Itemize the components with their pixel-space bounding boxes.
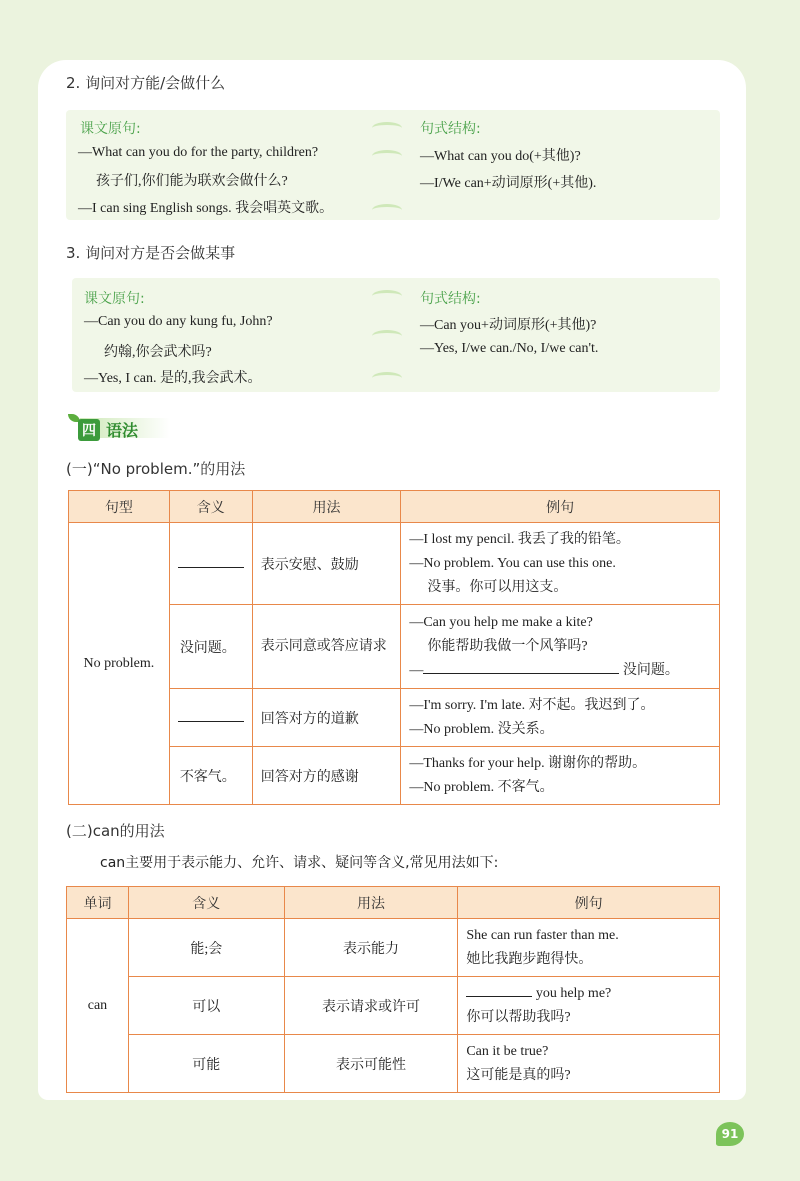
- part-2-intro: can主要用于表示能力、允许、请求、疑问等含义,常见用法如下:: [100, 855, 499, 871]
- meaning-cell: 能;会: [128, 919, 284, 977]
- example-cell: —I'm sorry. I'm late. 对不起。我迟到了。 —No problem. 没关系。: [401, 689, 720, 747]
- decor-arc: [372, 372, 402, 384]
- answer-blank: [423, 660, 619, 674]
- section-3-left-label: 课文原句:: [84, 291, 145, 307]
- meaning-cell: [169, 689, 252, 747]
- meaning-cell: 不客气。: [169, 747, 252, 805]
- usage-cell: 回答对方的道歉: [252, 689, 401, 747]
- section-2-right-label: 句式结构:: [420, 121, 481, 137]
- meaning-cell: 没问题。: [169, 605, 252, 689]
- section-2-left-label: 课文原句:: [80, 121, 141, 137]
- section-3-right-line: —Yes, I/we can./No, I/we can't.: [420, 341, 599, 356]
- table-row: [67, 977, 720, 1035]
- answer-blank: [178, 554, 244, 568]
- usage-cell: 表示安慰、鼓励: [252, 523, 401, 605]
- decor-arc: [372, 330, 402, 342]
- usage-cell: 表示请求或许可: [284, 977, 458, 1035]
- example-cell: —I lost my pencil. 我丢了我的铅笔。 —No problem. You can use this one. 没事。你可以用这支。: [401, 523, 720, 605]
- table-header-row: [69, 491, 720, 523]
- meaning-cell: 可能: [128, 1035, 284, 1093]
- section-2-right-line: —I/We can+动词原形(+其他).: [420, 176, 597, 191]
- table-header: 句型: [69, 491, 170, 523]
- section-3-heading: 3. 询问对方是否会做某事: [66, 244, 236, 262]
- no-problem-table: [68, 490, 720, 805]
- decor-arc: [372, 122, 402, 134]
- section-2-left-line: —I can sing English songs. 我会唱英文歌。: [78, 201, 334, 216]
- table-row: [67, 919, 720, 977]
- table-header-row: [67, 887, 720, 919]
- table-header: 例句: [458, 887, 720, 919]
- section-3-left-line: 约翰,你会武术吗?: [104, 345, 212, 360]
- part-1-heading: (一)“No problem.”的用法: [66, 460, 246, 478]
- decor-arc: [372, 204, 402, 216]
- usage-cell: 回答对方的感谢: [252, 747, 401, 805]
- page-number: 91: [716, 1122, 744, 1146]
- answer-blank: [178, 708, 244, 722]
- decor-arc: [372, 150, 402, 162]
- word-cell: can: [67, 919, 129, 1093]
- example-cell: —Can you help me make a kite? 你能帮助我做一个风筝吗? — 没问题。: [401, 605, 720, 689]
- usage-cell: 表示同意或答应请求: [252, 605, 401, 689]
- table-header: 单词: [67, 887, 129, 919]
- part-2-heading: (二)can的用法: [66, 822, 165, 840]
- decor-arc: [372, 290, 402, 302]
- table-header: 用法: [252, 491, 401, 523]
- grammar-badge: 四: [78, 419, 100, 441]
- table-header: 含义: [128, 887, 284, 919]
- grammar-heading: [78, 418, 138, 441]
- table-row: [69, 523, 720, 605]
- table-header: 含义: [169, 491, 252, 523]
- sentence-cell: No problem.: [69, 523, 170, 805]
- meaning-cell: [169, 523, 252, 605]
- example-cell: Can it be true? 这可能是真的吗?: [458, 1035, 720, 1093]
- section-2-heading: 2. 询问对方能/会做什么: [66, 74, 226, 92]
- section-3-right-label: 句式结构:: [420, 291, 481, 307]
- example-cell: —Thanks for your help. 谢谢你的帮助。 —No problem. 不客气。: [401, 747, 720, 805]
- section-3-left-line: —Can you do any kung fu, John?: [84, 314, 273, 329]
- section-3-right-line: —Can you+动词原形(+其他)?: [420, 318, 597, 333]
- answer-blank: [466, 983, 532, 997]
- example-cell: She can run faster than me. 她比我跑步跑得快。: [458, 919, 720, 977]
- table-row: [67, 1035, 720, 1093]
- can-usage-table: [66, 886, 720, 1093]
- section-3-left-line: —Yes, I can. 是的,我会武术。: [84, 371, 262, 386]
- section-2-left-line: 孩子们,你们能为联欢会做什么?: [96, 174, 288, 189]
- usage-cell: 表示能力: [284, 919, 458, 977]
- table-header: 例句: [401, 491, 720, 523]
- example-cell: you help me? 你可以帮助我吗?: [458, 977, 720, 1035]
- grammar-title: 语法: [106, 421, 139, 440]
- table-header: 用法: [284, 887, 458, 919]
- usage-cell: 表示可能性: [284, 1035, 458, 1093]
- section-2-right-line: —What can you do(+其他)?: [420, 149, 581, 164]
- meaning-cell: 可以: [128, 977, 284, 1035]
- section-2-left-line: —What can you do for the party, children?: [78, 145, 319, 160]
